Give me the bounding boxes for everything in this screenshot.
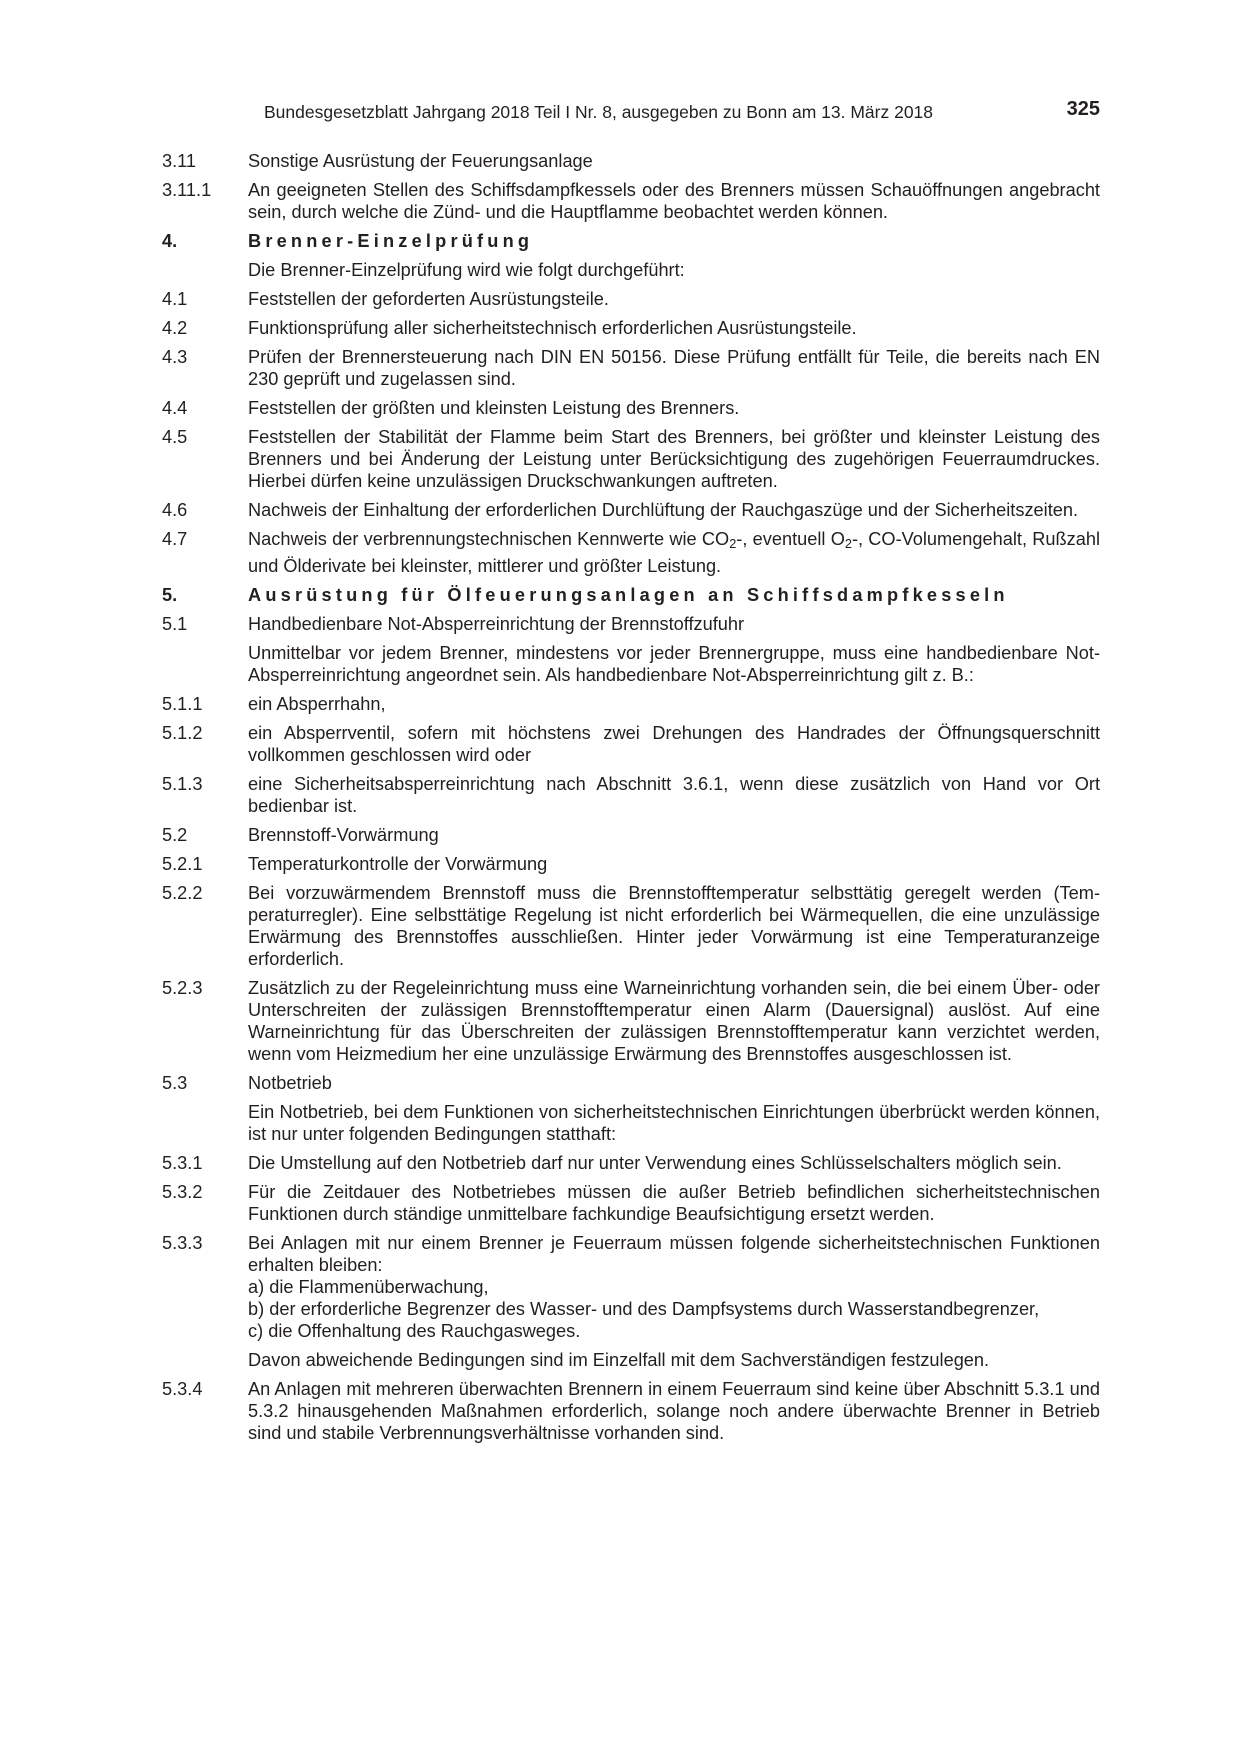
section-number: 4.5 [162,427,188,447]
section-text: Funktionsprüfung aller sicherheitstechnisch erforderlichen Ausrüstungsteile. [248,318,857,338]
section-number: 5.2 [162,825,188,846]
section-number: 3.11.1 [162,180,212,200]
section-4-5 [162,426,1100,492]
section-4-7 [162,528,1100,577]
section-number: 5.3.3 [162,1233,203,1254]
section-text: Notbetrieb [248,1073,332,1094]
section-text: Für die Zeitdauer des Notbetriebes müssen die außer Betrieb befindlichen sicherheitstechnischen Funktionen durch ständige unmittelbare fachkundige Beaufsichtigung ersetzt werden. [248,1182,1100,1225]
section-text: Bei Anlagen mit nur einem Brenner je Feuerraum müssen folgende sicherheitstechnischen Funktionen erhalten bleiben: [248,1233,1100,1276]
section-5-3 [162,1072,1100,1094]
section-text: eine Sicherheitsabsperreinrichtung nach Abschnitt 3.6.1, wenn diese zusätzlich von Hand vor Ort bedienbar ist. [248,774,1100,817]
paragraph: Ein Notbetrieb, bei dem Funktionen von sicherheitstechnischen Einrichtungen überbrückt werden können, ist nur unter folgenden Bedingungen statthaft: [248,1102,1100,1145]
section-5-1-2 [162,722,1100,766]
section-text: Feststellen der Stabilität der Flamme beim Start des Brenners, bei größter und kleinster Leistung des Brenners und bei Änderung der Leistung unter Berücksichtigung des zugehörigen Feuerraumdruckes. Hierbei dürfen keine unzulässigen Druckschwankungen auftreten. [248,427,1100,491]
paragraph: Unmittelbar vor jedem Brenner, mindestens vor jeder Brennergruppe, muss eine handbedienbare Not-Absperreinrichtung angeordnet sein. Als handbedienbare Not-Absperreinrichtung gilt z. B.: [248,643,1100,686]
text-part: -, eventuell O [736,529,845,549]
section-number: 4.7 [162,529,188,549]
section-title: Brenner-Einzelprüfung [248,231,534,251]
section-text: Feststellen der geforderten Ausrüstungsteile. [248,289,609,309]
section-text: Nachweis der Einhaltung der erforderlichen Durchlüftung der Rauchgaszüge und der Sicherheitszeiten. [248,500,1079,520]
section-number: 3.11 [162,151,197,171]
section-number: 4.6 [162,500,188,520]
section-5-2-2 [162,882,1100,970]
section-5-3-2 [162,1181,1100,1225]
text-part: -, CO-Volumengehalt, Rußzahl und Ölderivate bei kleinster, mittlerer und größter Leistung. [248,529,1100,577]
section-body [248,1232,1100,1342]
section-text: Bei vorzuwärmendem Brennstoff muss die Brennstofftemperatur selbsttätig geregelt werden (Temperaturregler). Eine selbsttätige Regelung ist nicht erforderlich bei Wärmequellen, die eine unzulässige Erwärmung des Brennstoffes ausschließen. Hinter jeder Vorwärmung ist eine Temperaturanzeige erforderlich. [248,883,1100,970]
section-5-1-1 [162,693,1100,715]
section-number: 5.2.1 [162,854,203,875]
section-5-1-3 [162,773,1100,817]
page-number: 325 [1066,98,1100,120]
section-text: Prüfen der Brennersteuerung nach DIN EN 50156. Diese Prüfung entfällt für Teile, die bereits nach EN 230 geprüft und zugelassen sind. [248,347,1100,389]
section-number: 5.3.1 [162,1153,203,1174]
section-3-11-1 [162,179,1100,223]
section-text: Zusätzlich zu der Regeleinrichtung muss eine Warneinrichtung vorhanden sein, die bei einem Über- oder Unterschreiten der zulässigen Brennstofftemperatur einen Alarm (Dauersignal) auslöst. Auf eine Warneinrichtung für das Überschreiten der zulässigen Brennstofftemperatur kann verzichtet werden, wenn vom Heizmedium her eine unzulässige Erwärmung des Brennstoffes ausgeschlossen ist. [248,978,1100,1065]
section-4-6 [162,499,1100,521]
section-5-3-1 [162,1152,1100,1174]
section-5-1-intro [162,642,1100,686]
section-number: 5.3 [162,1073,188,1094]
section-5-2 [162,824,1100,846]
section-5-2-1 [162,853,1100,875]
section-title: Ausrüstung für Ölfeuerungsanlagen an Schiffsdampfkesseln [248,585,1009,606]
section-text: Die Umstellung auf den Notbetrieb darf nur unter Verwendung eines Schlüsselschalters möglich sein. [248,1153,1062,1174]
section-text: Temperaturkontrolle der Vorwärmung [248,854,548,875]
section-number: 4.2 [162,318,188,338]
section-text: Brennstoff-Vorwärmung [248,825,439,846]
section-text: Feststellen der größten und kleinsten Leistung des Brenners. [248,398,740,418]
section-5-3-3 [162,1232,1100,1342]
section-number: 4.3 [162,347,188,367]
section-number: 5.3.4 [162,1379,203,1400]
section-5-3-3-closing [162,1349,1100,1371]
subscript: 2 [844,536,852,552]
paragraph: Die Brenner-Einzelprüfung wird wie folgt durchgeführt: [248,260,685,280]
section-text: ein Absperrventil, sofern mit höchstens zwei Drehungen des Handrades der Öffnungsquerschnitt vollkommen geschlossen wird oder [248,723,1100,766]
section-text: An geeigneten Stellen des Schiffsdampfkessels oder des Brenners müssen Schauöffnungen angebracht sein, durch welche die Zünd- und die Hauptflamme beobachtet werden können. [248,180,1100,222]
section-text: ein Absperrhahn, [248,694,386,715]
section-number: 5.1.1 [162,694,203,715]
section-4-heading [162,230,1100,252]
section-text: An Anlagen mit mehreren überwachten Brennern in einem Feuerraum sind keine über Abschnitt 5.3.1 und 5.3.2 hinausgehenden Maßnahmen erforderlich, solange noch andere überwachte Brenner in Betrieb sind und stabile Verbrennungsverhältnisse vorhanden sind. [248,1379,1100,1444]
section-number: 5.3.2 [162,1182,203,1203]
section-number: 5.2.3 [162,978,203,999]
section-5-2-3 [162,977,1100,1065]
section-4-3 [162,346,1100,390]
section-5-3-4 [162,1378,1100,1444]
section-number: 4.4 [162,398,188,418]
paragraph: Davon abweichende Bedingungen sind im Einzelfall mit dem Sachverständigen festzulegen. [248,1350,990,1371]
section-4-2 [162,317,1100,339]
subscript: 2 [729,536,737,552]
section-number: 4. [162,231,178,251]
section-number: 4.1 [162,289,188,309]
section-number: 5.1.2 [162,723,203,744]
document-body [162,150,1100,1451]
list-item: b) der erforderliche Begrenzer des Wasser- und des Dampfsystems durch Wasserstandbegrenzer, [248,1299,1040,1320]
section-number: 5.1.3 [162,774,203,795]
section-number: 5.2.2 [162,883,203,904]
section-4-1 [162,288,1100,310]
section-text [248,528,1100,577]
section-4-4 [162,397,1100,419]
list-item: c) die Offenhaltung des Rauchgasweges. [248,1321,581,1342]
section-5-3-intro [162,1101,1100,1145]
section-text: Sonstige Ausrüstung der Feuerungsanlage [248,151,593,171]
section-text: Handbedienbare Not-Absperreinrichtung der Brennstoffzufuhr [248,614,745,635]
section-5-heading [162,584,1100,606]
section-5-1 [162,613,1100,635]
text-part: Nachweis der verbrennungstechnischen Kennwerte wie CO [248,529,730,549]
list-item: a) die Flammenüberwachung, [248,1277,489,1298]
section-number: 5. [162,585,178,606]
section-3-11 [162,150,1100,172]
section-number: 5.1 [162,614,188,635]
page-header [162,98,1100,128]
running-title: Bundesgesetzblatt Jahrgang 2018 Teil I Nr. 8, ausgegeben zu Bonn am 13. März 2018 [264,102,934,122]
section-4-intro [162,259,1100,281]
